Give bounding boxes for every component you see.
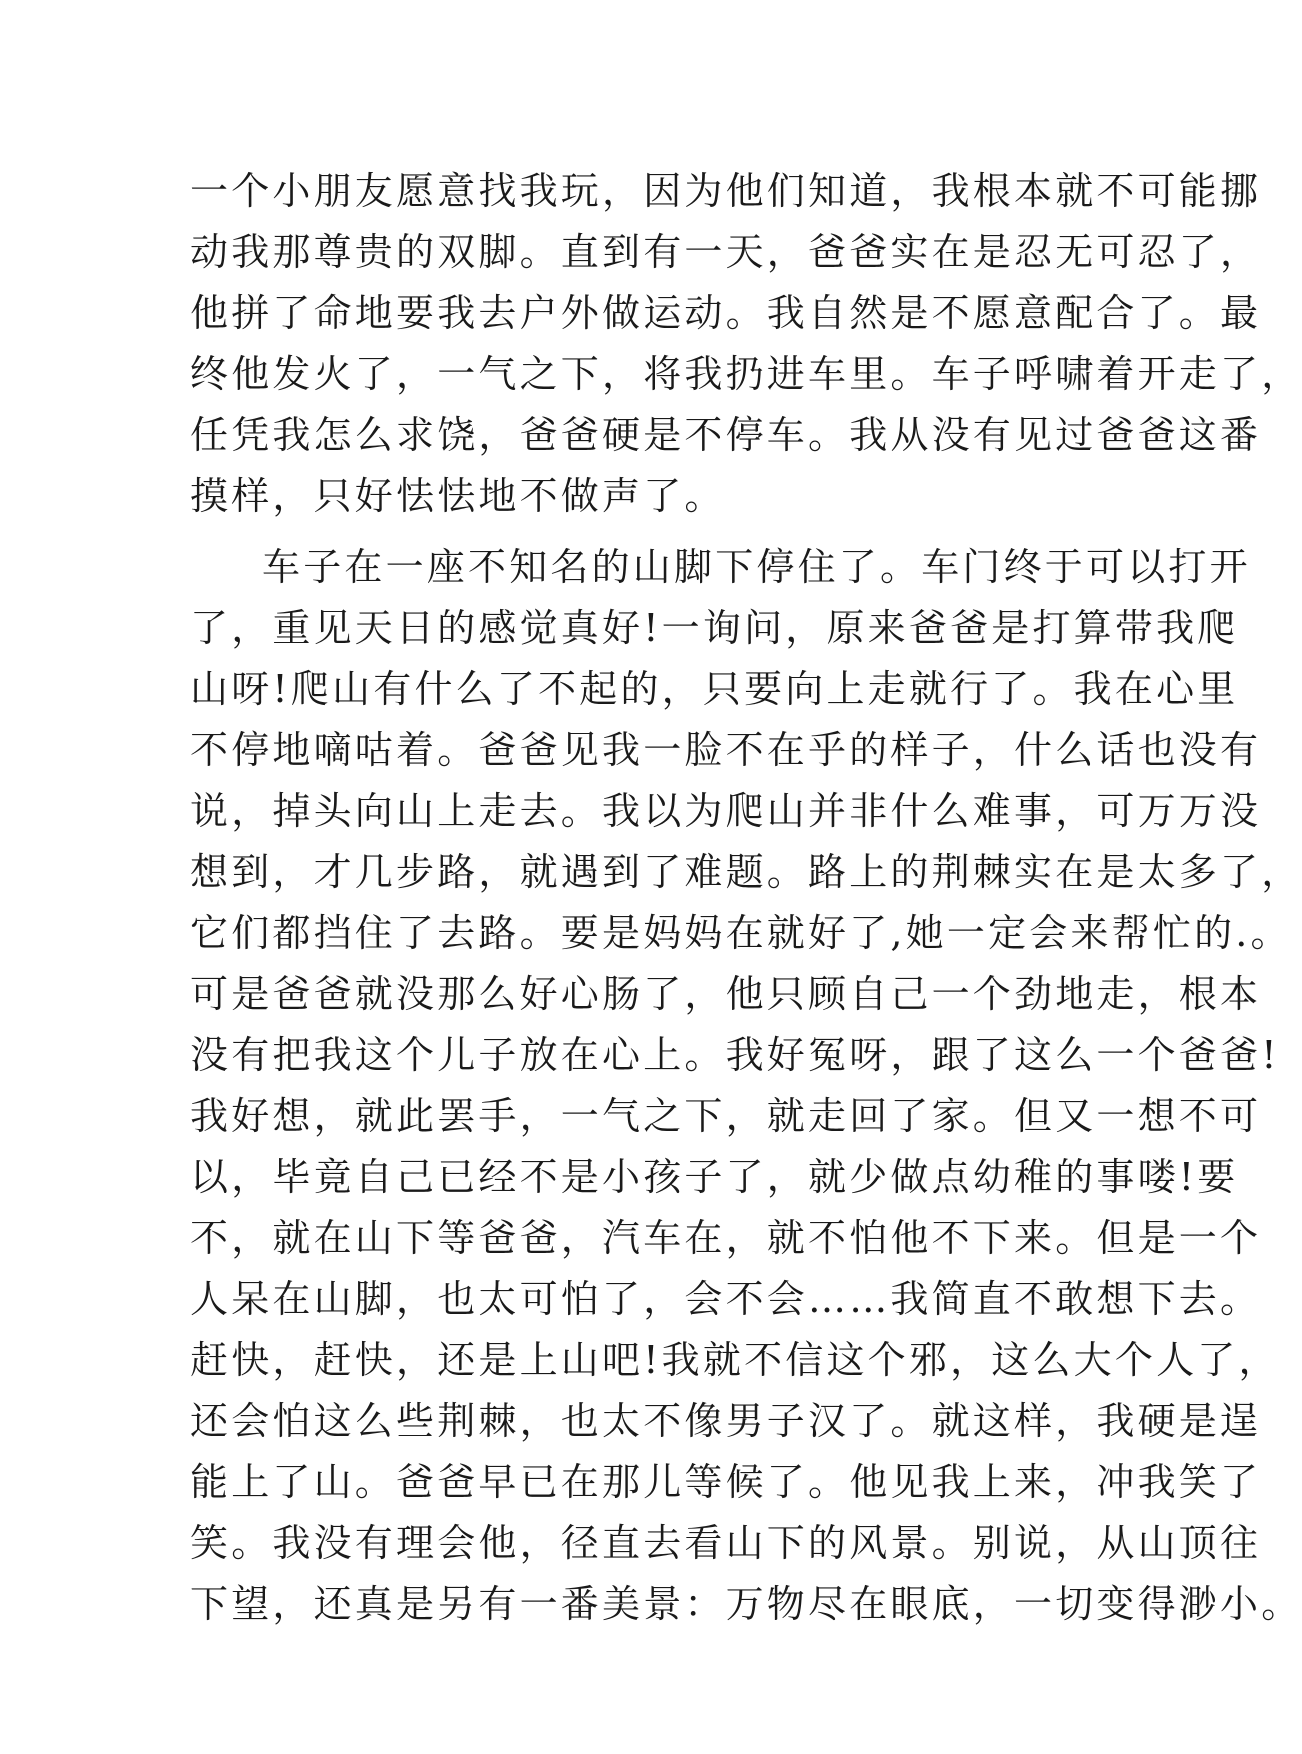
text-line: 不停地嘀咕着。爸爸见我一脸不在乎的样子，什么话也没有 bbox=[190, 728, 1262, 772]
text-line: 它们都挡住了去路。要是妈妈在就好了,她一定会来帮忙的.。 bbox=[190, 911, 1292, 955]
text-line: 任凭我怎么求饶，爸爸硬是不停车。我从没有见过爸爸这番 bbox=[190, 413, 1262, 457]
text-line: 笑。我没有理会他，径直去看山下的风景。别说，从山顶往 bbox=[190, 1521, 1262, 1565]
text-line: 人呆在山脚，也太可怕了，会不会……我简直不敢想下去。 bbox=[190, 1277, 1262, 1321]
text-line: 车子在一座不知名的山脚下停住了。车门终于可以打开 bbox=[262, 545, 1251, 589]
document-page bbox=[190, 161, 1302, 1635]
text-line: 想到，才几步路，就遇到了难题。路上的荆棘实在是太多了， bbox=[190, 850, 1302, 894]
text-line: 了，重见天日的感觉真好!一询问，原来爸爸是打算带我爬 bbox=[190, 606, 1239, 650]
text-line: 能上了山。爸爸早已在那儿等候了。他见我上来，冲我笑了 bbox=[190, 1460, 1262, 1504]
text-line: 还会怕这么些荆棘，也太不像男子汉了。就这样，我硬是逞 bbox=[190, 1399, 1262, 1443]
text-line: 赶快，赶快，还是上山吧!我就不信这个邪，这么大个人了， bbox=[190, 1338, 1280, 1382]
text-line: 没有把我这个儿子放在心上。我好冤呀，跟了这么一个爸爸! bbox=[190, 1033, 1280, 1077]
text-line: 说，掉头向山上走去。我以为爬山并非什么难事，可万万没 bbox=[190, 789, 1262, 833]
text-line: 动我那尊贵的双脚。直到有一天，爸爸实在是忍无可忍了， bbox=[190, 230, 1262, 274]
text-line: 下望，还真是另有一番美景：万物尽在眼底，一切变得渺小。 bbox=[190, 1582, 1302, 1626]
paragraph-2 bbox=[190, 537, 1302, 1635]
text-line: 可是爸爸就没那么好心肠了，他只顾自己一个劲地走，根本 bbox=[190, 972, 1262, 1016]
paragraph-1 bbox=[190, 161, 1302, 527]
text-line: 山呀!爬山有什么了不起的，只要向上走就行了。我在心里 bbox=[190, 667, 1239, 711]
text-line: 不，就在山下等爸爸，汽车在，就不怕他不下来。但是一个 bbox=[190, 1216, 1262, 1260]
paragraph-spacer bbox=[190, 527, 1052, 537]
text-line: 终他发火了，一气之下，将我扔进车里。车子呼啸着开走了， bbox=[190, 352, 1302, 396]
text-line: 他拼了命地要我去户外做运动。我自然是不愿意配合了。最 bbox=[190, 291, 1262, 335]
text-line: 一个小朋友愿意找我玩，因为他们知道，我根本就不可能挪 bbox=[190, 169, 1262, 213]
text-line: 摸样，只好怯怯地不做声了。 bbox=[190, 474, 726, 518]
text-line: 我好想，就此罢手，一气之下，就走回了家。但又一想不可 bbox=[190, 1094, 1262, 1138]
text-line: 以，毕竟自己已经不是小孩子了，就少做点幼稚的事喽!要 bbox=[190, 1155, 1239, 1199]
